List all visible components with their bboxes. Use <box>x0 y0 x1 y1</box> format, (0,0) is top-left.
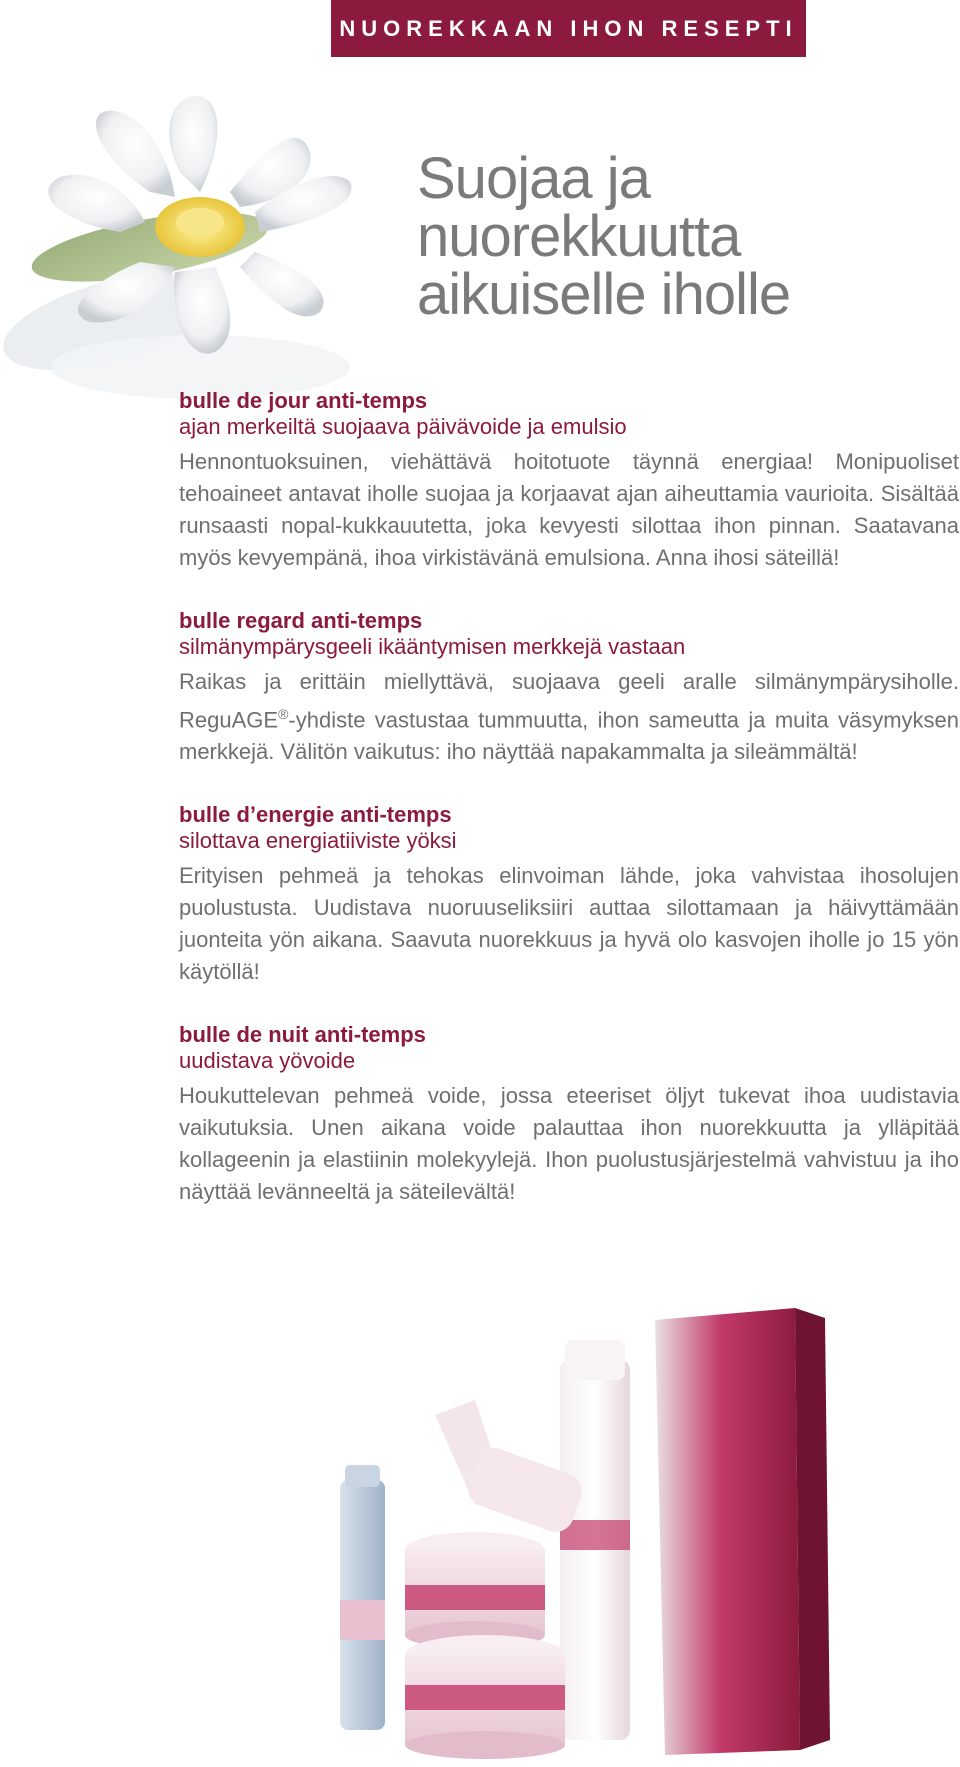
section-header-band <box>331 0 806 57</box>
page-headline <box>417 146 937 327</box>
headline-line-1: Suojaa ja <box>417 146 650 211</box>
product-name: bulle de jour anti-temps <box>179 388 428 413</box>
product-bulle-de-nuit <box>179 1022 959 1208</box>
cosmetic-products-illustration <box>325 1300 865 1760</box>
water-lily-icon <box>0 82 420 412</box>
product-name: bulle regard anti-temps <box>179 608 423 633</box>
product-bulle-de-jour <box>179 388 959 574</box>
description-part-2: -yhdiste vastustaa tummuutta, ihon sameutta ja muita väsymyksen merkkejä. Välitön vaikutus: iho näyttää napakammalta ja sileämmältä! <box>179 707 959 765</box>
product-bulle-denergie <box>179 802 959 988</box>
product-description <box>179 666 959 768</box>
product-subtitle: silottava energiatiiviste yöksi <box>179 828 457 854</box>
description-part-1: Raikas ja erittäin miellyttävä, suojaava geeli aralle silmänympärysiholle. ReguAGE <box>179 669 959 733</box>
product-subtitle: ajan merkeiltä suojaava päivävoide ja emulsio <box>179 414 627 439</box>
product-bulle-regard <box>179 608 959 768</box>
product-name: bulle de nuit anti-temps <box>179 1022 426 1048</box>
headline-line-2: nuorekkuutta <box>417 204 741 269</box>
registered-mark: ® <box>278 706 289 722</box>
product-description: Erityisen pehmeä ja tehokas elinvoiman lähde, joka vahvistaa ihosolujen puolustusta. Uudistava nuoruuseliksiiri auttaa silottamaan ja häivyttämään juonteita yön aikana. Saavuta nuorekkuus ja hyvä olo kasvojen iholle jo 15 yön käytöllä! <box>179 863 959 985</box>
product-list <box>179 388 959 1242</box>
section-header-text: NUOREKKAAN IHON RESEPTI <box>339 15 798 41</box>
headline-line-3: aikuiselle iholle <box>417 262 791 327</box>
product-description: Houkuttelevan pehmeä voide, jossa eteeriset öljyt tukevat ihoa uudistavia vaikutuksia. Unen aikana voide palauttaa ihon nuorekkuutta ja ylläpitää kollageenin ja elastiinin molekyylejä. Ihon puolustusjärjestelmä vahvistuu ja iho näyttää levänneeltä ja säteilevältä! <box>179 1083 959 1205</box>
product-description: Hennontuoksuinen, viehättävä hoitotuote täynnä energiaa! Monipuoliset tehoaineet antavat iholle suojaa ja korjaavat ajan aiheuttamia vaurioita. Sisältää runsaasti nopal-kukkauutetta, joka kevyesti silottaa ihon pinnan. Saatavana myös kevyempänä, ihoa virkistävänä emulsiona. Anna ihosi säteillä! <box>179 449 959 570</box>
product-subtitle: uudistava yövoide <box>179 1048 356 1074</box>
product-name: bulle d’energie anti-temps <box>179 802 452 828</box>
product-subtitle: silmänympärysgeeli ikääntymisen merkkejä vastaan <box>179 634 686 659</box>
